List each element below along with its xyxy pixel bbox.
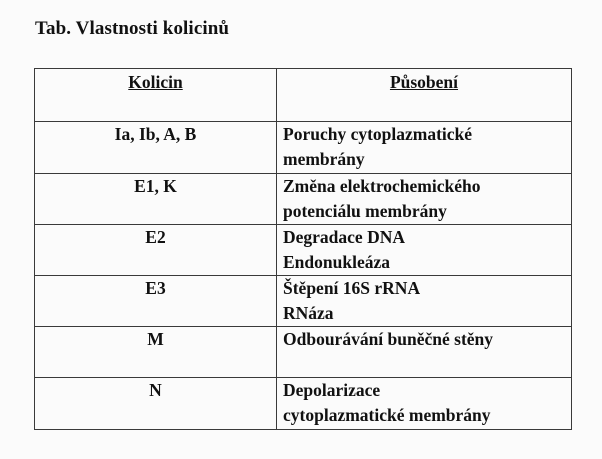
pusobeni-line: Poruchy cytoplazmatické: [283, 124, 473, 144]
pusobeni-line: Endonukleáza: [283, 252, 390, 272]
pusobeni-line: RNáza: [283, 303, 334, 323]
pusobeni-cell: [277, 225, 572, 276]
pusobeni-line: potenciálu membrány: [283, 201, 447, 221]
kolicin-cell: E2: [35, 225, 277, 276]
colicin-properties-table: [34, 68, 572, 430]
table-row: [35, 378, 572, 430]
table-row: [35, 276, 572, 327]
pusobeni-line: Odbourávání buněčné stěny: [283, 329, 494, 349]
pusobeni-line: Degradace DNA: [283, 227, 405, 247]
pusobeni-cell: [277, 327, 572, 378]
pusobeni-line: Změna elektrochemického: [283, 176, 481, 196]
pusobeni-cell: [277, 122, 572, 174]
table-row: [35, 174, 572, 225]
header-kolicin-label: Kolicin: [128, 72, 183, 92]
pusobeni-line: Depolarizace: [283, 380, 381, 400]
table-row: [35, 327, 572, 378]
kolicin-cell: E3: [35, 276, 277, 327]
header-pusobeni-label: Působení: [389, 72, 459, 92]
header-pusobeni: [277, 69, 572, 122]
pusobeni-cell: [277, 378, 572, 430]
pusobeni-cell: [277, 174, 572, 225]
table-row: [35, 225, 572, 276]
pusobeni-line: membrány: [283, 149, 365, 169]
pusobeni-line: cytoplazmatické membrány: [283, 405, 491, 425]
table-header-row: [35, 69, 572, 122]
kolicin-cell: Ia, Ib, A, B: [35, 122, 277, 174]
pusobeni-cell: [277, 276, 572, 327]
header-kolicin: [35, 69, 277, 122]
table-caption: Tab. Vlastnosti kolicinů: [35, 18, 230, 39]
kolicin-cell: E1, K: [35, 174, 277, 225]
kolicin-cell: N: [35, 378, 277, 430]
table-row: [35, 122, 572, 174]
pusobeni-line: Štěpení 16S rRNA: [283, 278, 421, 298]
kolicin-cell: M: [35, 327, 277, 378]
